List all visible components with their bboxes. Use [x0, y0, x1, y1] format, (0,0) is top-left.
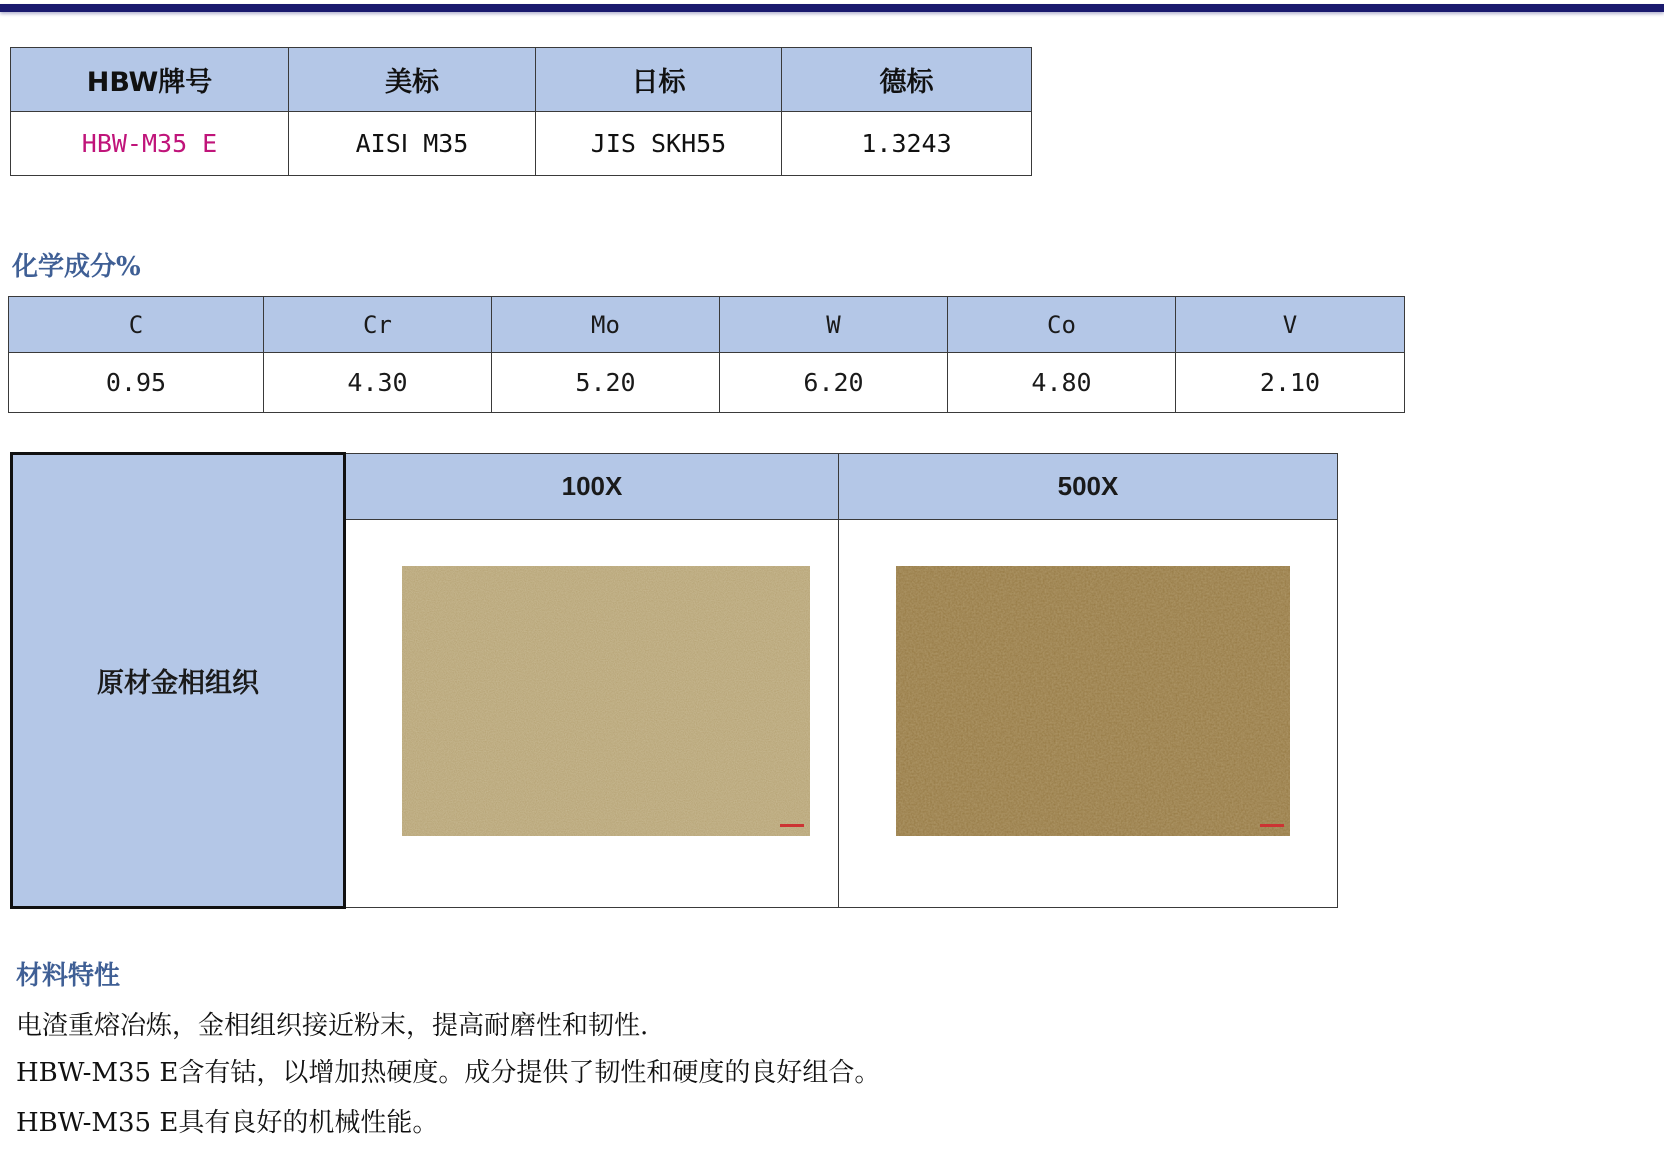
element-value-w: 6.20: [720, 353, 948, 413]
property-line-2: HBW-M35 E含有钴，以增加热硬度。成分提供了韧性和硬度的良好组合。: [16, 1058, 881, 1088]
grade-value-hbw: HBW-M35 E: [11, 112, 289, 176]
mag-header-500x: 500X: [839, 454, 1338, 520]
element-header-c: C: [9, 297, 264, 353]
properties-title: 材料特性: [16, 961, 121, 991]
element-value-mo: 5.20: [492, 353, 720, 413]
grade-header-de: 德标: [782, 48, 1032, 112]
grade-value-us: AISⅠ M35: [289, 112, 536, 176]
element-header-mo: Mo: [492, 297, 720, 353]
grade-header-hbw: HBW牌号: [11, 48, 289, 112]
grade-value-jp: JIS SKH55: [536, 112, 782, 176]
chemistry-table: [8, 296, 1405, 413]
grade-value-de: 1.3243: [782, 112, 1032, 176]
element-header-v: V: [1176, 297, 1405, 353]
mag-header-100x: 100X: [345, 454, 839, 520]
grade-table: [10, 47, 1032, 176]
grade-header-us: 美标: [289, 48, 536, 112]
micrograph-100x-image: [402, 566, 810, 836]
element-header-co: Co: [948, 297, 1176, 353]
element-value-cr: 4.30: [264, 353, 492, 413]
chemistry-title: 化学成分%: [12, 252, 141, 282]
microstructure-row-label: 原材金相组织: [12, 454, 345, 908]
grade-header-jp: 日标: [536, 48, 782, 112]
element-value-v: 2.10: [1176, 353, 1405, 413]
element-value-c: 0.95: [9, 353, 264, 413]
element-header-cr: Cr: [264, 297, 492, 353]
property-line-1: 电渣重熔冶炼，金相组织接近粉末，提高耐磨性和韧性.: [16, 1011, 649, 1041]
element-value-co: 4.80: [948, 353, 1176, 413]
element-header-w: W: [720, 297, 948, 353]
micrograph-500x-image: [896, 566, 1290, 836]
property-line-3: HBW-M35 E具有良好的机械性能。: [16, 1108, 439, 1138]
top-rule: [0, 4, 1664, 12]
